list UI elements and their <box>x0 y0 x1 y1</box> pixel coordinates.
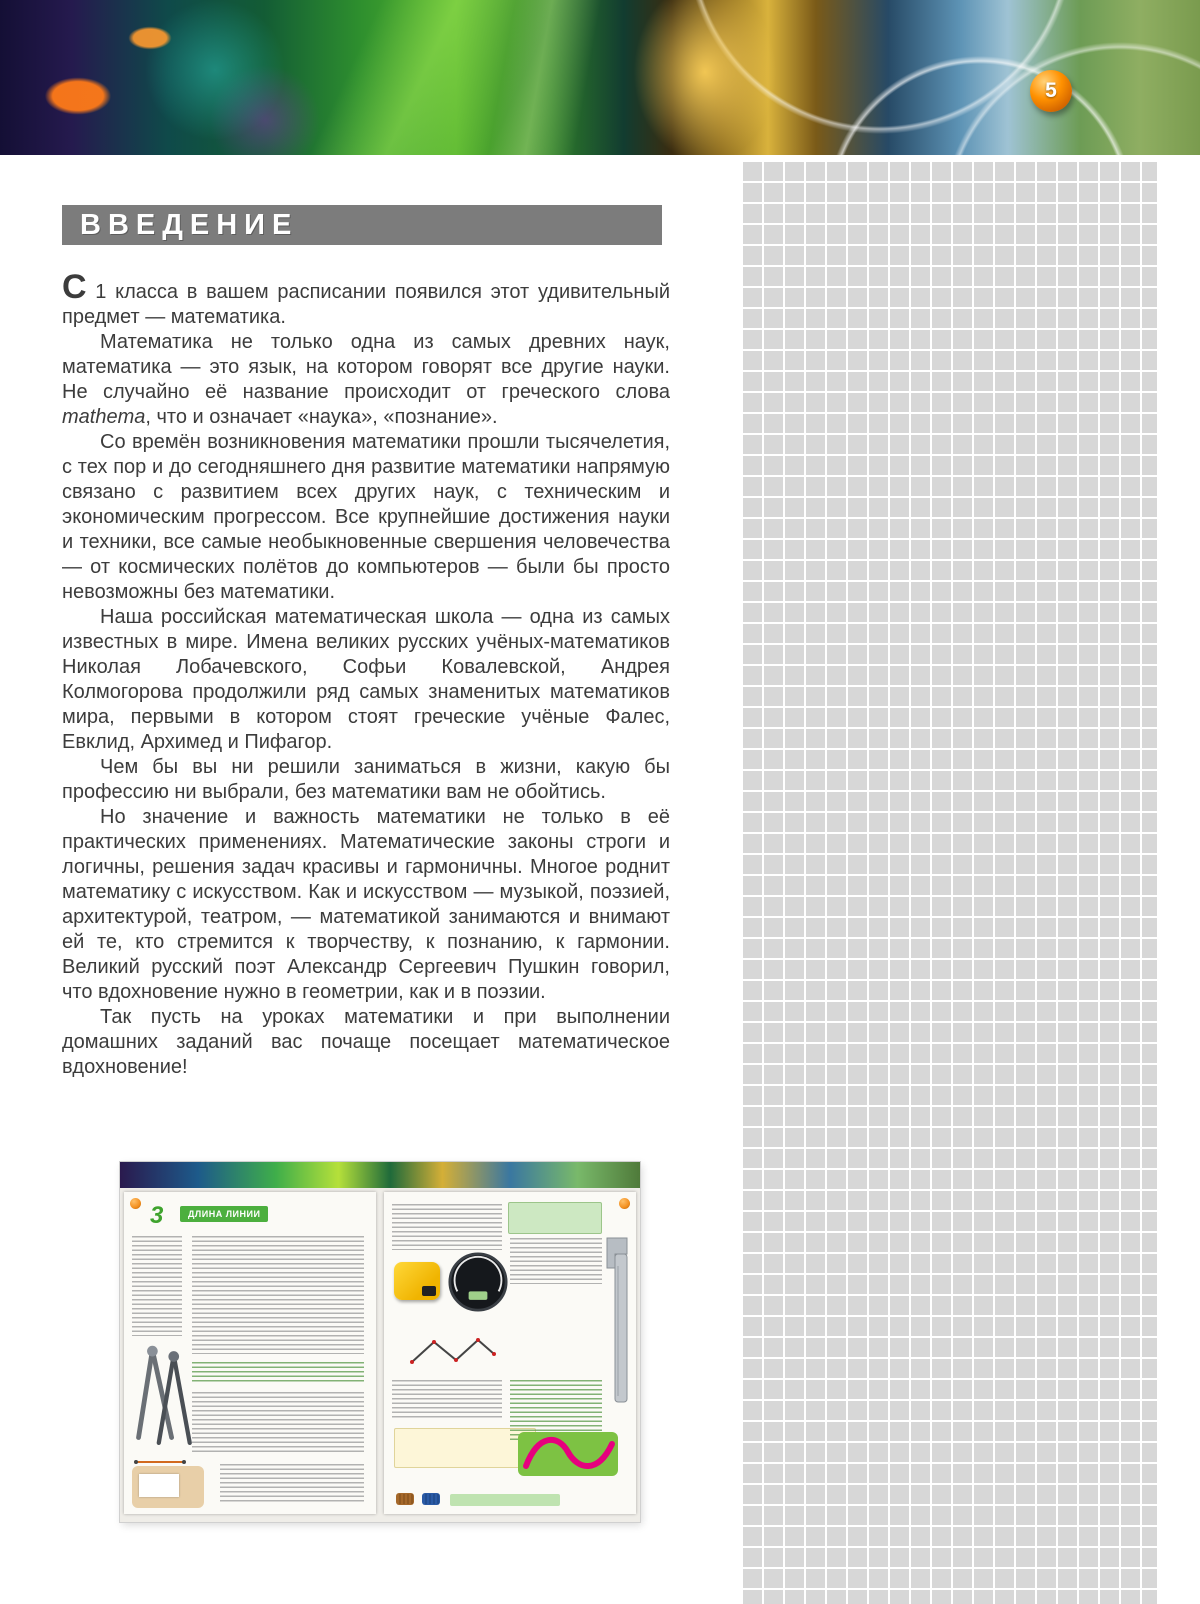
text-lines-placeholder <box>392 1380 502 1420</box>
gauge-icon <box>448 1252 508 1312</box>
paragraph-text: 1 класса в вашем расписании появился этот удивительный предмет — математика. <box>62 281 670 328</box>
text-lines-placeholder <box>510 1238 602 1284</box>
italic-term: mathema <box>62 406 146 428</box>
thumbnail-pages <box>120 1188 640 1518</box>
thread-spool-icon <box>420 1492 442 1506</box>
text-lines-placeholder <box>132 1236 182 1336</box>
intro-paragraph-1 <box>62 268 670 330</box>
caliper-icon <box>604 1236 634 1406</box>
thumbnail-chapter-title: ДЛИНА ЛИНИИ <box>180 1206 268 1222</box>
page-corner-dot <box>619 1198 630 1209</box>
thread-spool-icon <box>394 1492 416 1506</box>
intro-paragraph-6: Но значение и важность математики не только в её практических применениях. Математические законы строги и логичны, решения задач красивы и гармоничны. Многое роднит математику с искусством. Как и искусством — музыкой, поэзией, архитектурой, театром, — математикой занимаются и внимают ей те, кто стремится к творчеству, к познанию, к гармонии. Великий русский поэт Александр Сергеевич Пушкин говорил, что вдохновение нужно в геометрии, как и в поэзии. <box>62 806 670 1003</box>
curved-wire-illustration <box>518 1426 618 1480</box>
tape-measure-icon <box>394 1262 440 1300</box>
thumbnail-left-page <box>124 1192 376 1514</box>
squared-paper-panel <box>741 160 1157 1604</box>
paragraph-text: Математика не только одна из самых древних наук, математика — это язык, на котором говорят все другие науки. Не случайно её название происходит от греческого слова <box>62 331 670 403</box>
textbook-spread-thumbnail <box>120 1162 640 1522</box>
text-lines-placeholder <box>192 1362 364 1384</box>
header-collage-image <box>0 0 1200 155</box>
hand-illustration <box>132 1466 204 1508</box>
paper-sheet <box>139 1474 179 1497</box>
intro-paragraph-2 <box>62 330 670 430</box>
paragraph-text: , что и означает «наука», «познание». <box>145 406 498 428</box>
page-number-ball <box>1030 70 1072 112</box>
thumbnail-right-page <box>384 1192 636 1514</box>
intro-title: ВВЕДЕНИЕ <box>80 208 299 241</box>
text-lines-placeholder <box>220 1464 364 1504</box>
text-lines-placeholder <box>192 1236 364 1354</box>
text-lines-placeholder <box>392 1204 502 1250</box>
page-number: 5 <box>1045 79 1057 102</box>
answer-strip <box>450 1494 560 1506</box>
chapter-number-badge: 3 <box>150 1202 164 1229</box>
intro-section <box>62 205 670 1080</box>
page-corner-dot <box>130 1198 141 1209</box>
polyline-diagram <box>408 1332 498 1370</box>
compass-illustration <box>130 1342 194 1452</box>
thumbnail-collage-strip <box>120 1162 640 1188</box>
intro-paragraph-5: Чем бы вы ни решили заниматься в жизни, какую бы профессию ни выбрали, без математики вам не обойтись. <box>62 756 670 803</box>
intro-paragraph-3: Со времён возникновения математики прошли тысячелетия, с тех пор и до сегодняшнего дня развитие математики напрямую связано с развитием всех других наук, с техническим и экономическим прогрессом. Все крупнейшие достижения науки и техники, все самые необыкновенные свершения человечества — от космических полётов до компьютеров — были бы просто невозможны без математики. <box>62 431 670 603</box>
sidebar-note-box <box>508 1202 602 1234</box>
intro-paragraph-7: Так пусть на уроках математики и при выполнении домашних заданий вас почаще посещает математическое вдохновение! <box>62 1006 670 1078</box>
text-lines-placeholder <box>192 1392 364 1452</box>
intro-title-banner <box>62 205 662 245</box>
dropcap-letter: С <box>62 268 87 306</box>
intro-paragraph-4: Наша российская математическая школа — одна из самых известных в мире. Имена великих русских учёных-математиков Николая Лобачевского, Софьи Ковалевской, Андрея Колмогорова продолжили ряд самых знаменитых математиков мира, первыми в котором стоят греческие учёные Фалес, Евклид, Архимед и Пифагор. <box>62 606 670 753</box>
